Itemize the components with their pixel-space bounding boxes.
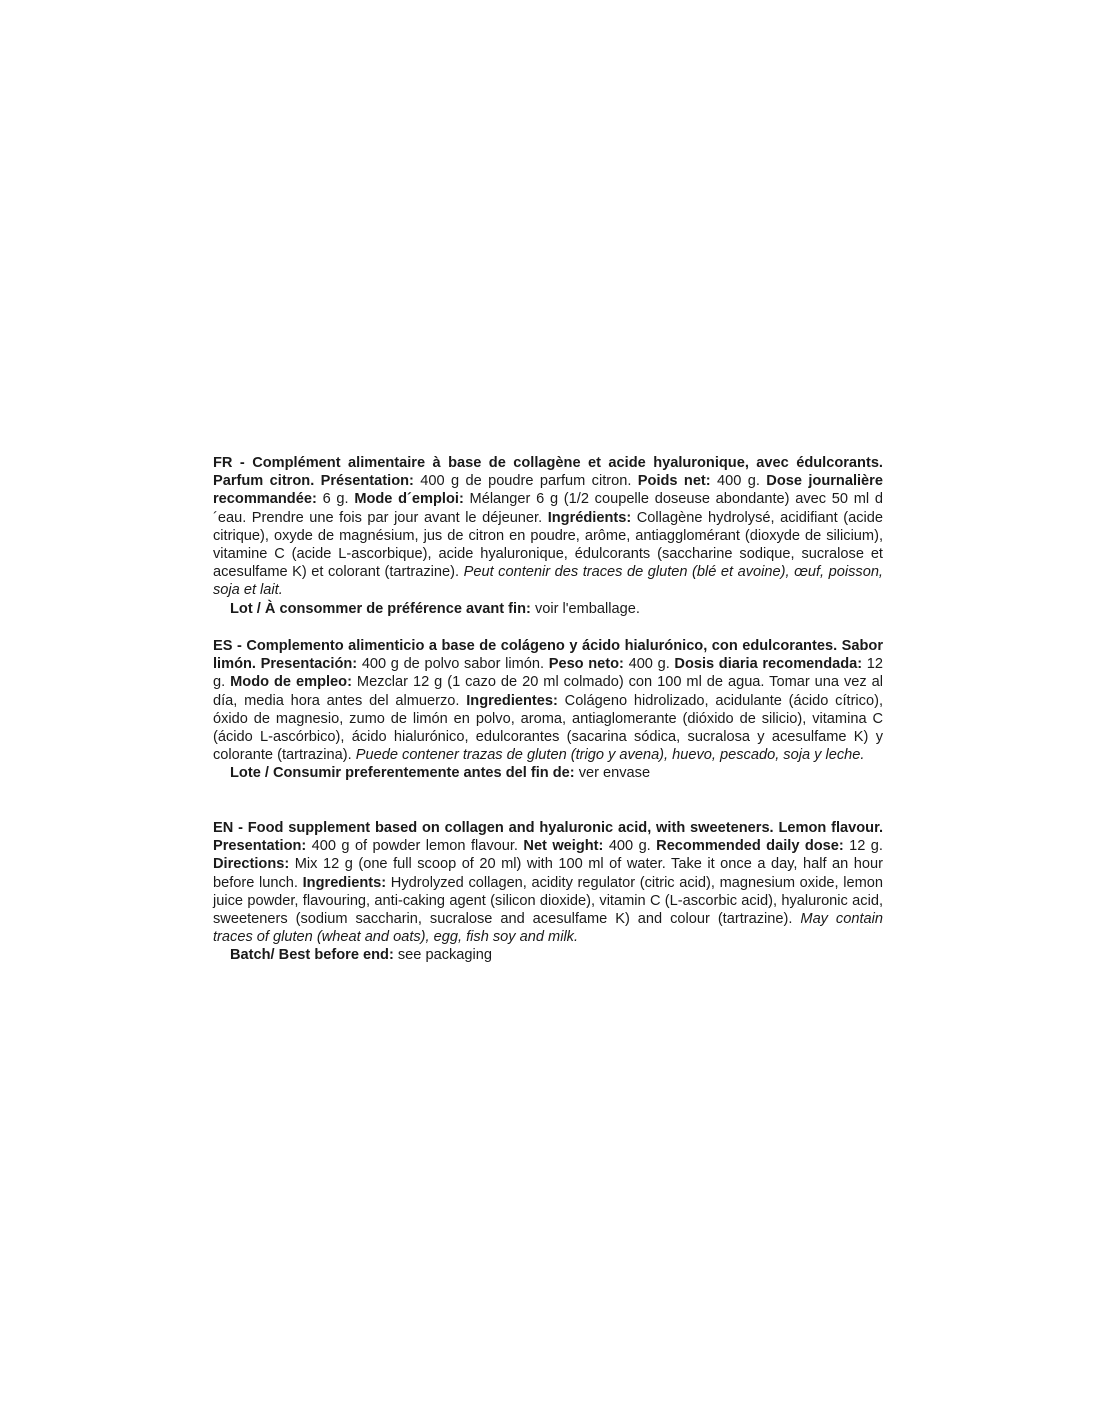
lot-line-en	[213, 946, 883, 964]
presentation-label-en: Presentation:	[213, 838, 307, 855]
label-section-es	[213, 637, 883, 783]
lot-line-fr	[213, 600, 883, 618]
net-weight-label-en: Net weight:	[523, 838, 604, 855]
lot-value-en: see packaging	[397, 947, 492, 964]
label-body-en	[213, 819, 883, 946]
ingredients-value-en: Hydrolyzed collagen, acidity regulator (citric acid), magnesium oxide, lemon juice powder, flavouring, anti-caking agent (silicon dioxide), vitamin C (L-ascorbic acid), hyaluronic acid, sweeteners (sodium saccharin, sucralose and acesulfame K) and colour (tartrazine).	[213, 874, 883, 928]
allergens-fr: Peut contenir des traces de gluten (blé et avoine), œuf, poisson, soja et lait.	[213, 564, 883, 599]
net-weight-value-en: 400 g.	[608, 838, 651, 855]
dose-label-fr: Dose journalière recommandée:	[213, 473, 883, 508]
directions-label-fr: Mode d´emploi:	[354, 491, 464, 508]
dose-value-fr: 6 g.	[322, 491, 349, 508]
presentation-value-en: 400 g of powder lemon flavour.	[311, 838, 518, 855]
dose-label-es: Dosis diaria recomendada:	[674, 656, 863, 673]
directions-label-es: Modo de empleo:	[230, 674, 352, 691]
dose-value-es: 12 g.	[213, 656, 884, 691]
directions-value-en: Mix 12 g (one full scoop of 20 ml) with 100 ml of water. Take it once a day, half an hour before lunch.	[213, 856, 883, 891]
directions-value-es: Mezclar 12 g (1 cazo de 20 ml colmado) con 100 ml de agua. Tomar una vez al día, media hora antes del almuerzo.	[213, 674, 884, 709]
presentation-value-es: 400 g de polvo sabor limón.	[361, 656, 545, 673]
lot-label-fr: Lot / À consommer de préférence avant fin:	[230, 600, 531, 617]
flavour-es: Sabor limón.	[213, 638, 883, 673]
product-title-es: ES - Complemento alimenticio a base de colágeno y ácido hialurónico, con edulcorantes.	[213, 638, 838, 654]
ingredients-value-es: Colágeno hidrolizado, acidulante (ácido cítrico), óxido de magnesio, zumo de limón en polvo, aroma, antiaglomerante (dióxido de silicio), vitamina C (ácido L-ascórbico), ácido hialurónico, edulcorantes (sacarina sódica, sucralosa y acesulfame K) y colorante (tartrazina).	[213, 692, 884, 764]
ingredients-value-fr: Collagène hydrolysé, acidifiant (acide citrique), oxyde de magnésium, jus de citron en poudre, arôme, antiagglomérant (dioxyde de silicium), vitamine C (acide L-ascorbique), acide hyaluronique, édulcorants (saccharine sodique, sucralose et acesulfame K) et colorant (tartrazine).	[213, 509, 883, 581]
lot-value-fr: voir l'emballage.	[534, 600, 640, 617]
lot-label-es: Lote / Consumir preferentemente antes del fin de:	[230, 765, 575, 782]
label-body-es	[213, 637, 883, 764]
net-weight-label-fr: Poids net:	[637, 473, 711, 490]
directions-value-fr: Mélanger 6 g (1/2 coupelle doseuse abondante) avec 50 ml d´eau. Prendre une fois par jour avant le déjeuner.	[213, 491, 883, 526]
net-weight-value-fr: 400 g.	[717, 473, 760, 490]
label-section-en	[213, 819, 883, 965]
dose-label-en: Recommended daily dose:	[656, 838, 844, 855]
net-weight-label-es: Peso neto:	[548, 656, 624, 673]
lot-line-es	[213, 764, 883, 782]
lot-value-es: ver envase	[578, 765, 651, 782]
presentation-label-es: Presentación:	[260, 656, 358, 673]
ingredients-label-en: Ingredients:	[302, 874, 387, 891]
directions-label-en: Directions:	[213, 856, 290, 873]
net-weight-value-es: 400 g.	[628, 656, 670, 673]
product-title-fr: FR - Complément alimentaire à base de collagène et acide hyaluronique, avec édulcorants.	[213, 455, 883, 471]
allergens-es: Puede contener trazas de gluten (trigo y avena), huevo, pescado, soja y leche.	[355, 747, 865, 764]
allergens-en: May contain traces of gluten (wheat and oats), egg, fish soy and milk.	[213, 911, 883, 946]
label-section-fr	[213, 454, 883, 618]
product-title-en: EN - Food supplement based on collagen and hyaluronic acid, with sweeteners.	[213, 820, 774, 836]
presentation-label-fr: Présentation:	[320, 473, 414, 490]
label-body-fr	[213, 454, 883, 600]
presentation-value-fr: 400 g de poudre parfum citron.	[420, 473, 632, 490]
dose-value-en: 12 g.	[849, 838, 883, 855]
flavour-en: Lemon flavour.	[778, 820, 884, 836]
ingredients-label-fr: Ingrédients:	[547, 509, 632, 526]
lot-label-en: Batch/ Best before end:	[230, 947, 394, 964]
ingredients-label-es: Ingredientes:	[466, 692, 558, 709]
flavour-fr: Parfum citron.	[213, 473, 315, 490]
